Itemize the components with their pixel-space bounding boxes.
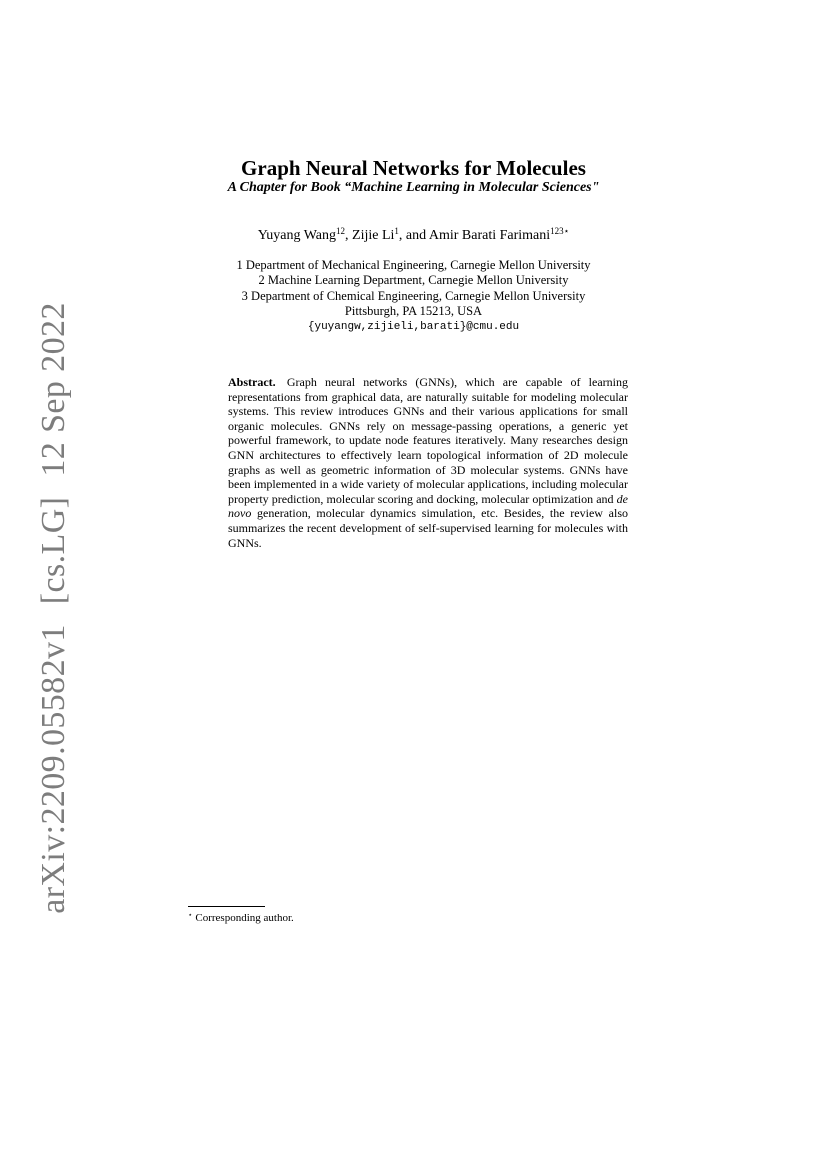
affiliation-line: Pittsburgh, PA 15213, USA <box>344 304 483 319</box>
abstract-italic-term: de novo <box>228 491 628 521</box>
author-name: Amir Barati Farimani <box>428 228 551 243</box>
author-name: Zijie Li <box>352 228 395 243</box>
author-affiliation-mark: 1 <box>394 226 399 236</box>
affiliation-line: 3 Department of Chemical Engineering, Carnegie Mellon University <box>241 288 586 303</box>
author-separator: , and <box>398 228 429 243</box>
affiliation-line: 1 Department of Mechanical Engineering, Carnegie Mellon University <box>236 258 591 272</box>
arxiv-date: 12 Sep 2022 <box>35 302 72 477</box>
arxiv-id: arXiv:2209.05582v1 <box>35 624 72 914</box>
footnote-text: Corresponding author. <box>195 912 294 924</box>
abstract-text: Graph neural networks (GNNs), which are capable of learning representations from graphical data, are naturally suitable for modeling molecular systems. This review introduces GNNs and their various applications for small organic molecules. GNNs rely on message-passing operations, a generic yet powerful framework, to update node features iteratively. Many researches design GNN architectures to effectively learn topological information of 2D molecule graphs as well as geometric information of 3D molecular systems. GNNs have been implemented in a wide variety of molecular applications, including molecular property prediction, molecular scoring and docking, molecular optimization and <box>228 375 628 506</box>
abstract <box>228 375 628 550</box>
author-name: Yuyang Wang <box>257 228 337 243</box>
affiliation-line: 2 Machine Learning Department, Carnegie Mellon University <box>258 273 569 288</box>
author-separator: , <box>345 228 353 243</box>
paper-subtitle: A Chapter for Book “Machine Learning in Molecular Sciences" <box>227 180 600 195</box>
author-line <box>0 228 827 244</box>
arxiv-category: [cs.LG] <box>35 496 72 605</box>
author-affiliation-mark: 123⋆ <box>550 226 570 236</box>
abstract-text-continued: generation, molecular dynamics simulation, etc. Besides, the review also summarizes the recent development of self-supervised learning for molecules with GNNs. <box>228 506 628 550</box>
abstract-label: Abstract. <box>228 375 276 389</box>
footnote-rule <box>188 906 265 907</box>
author-affiliation-mark: 12 <box>336 226 346 236</box>
footnote <box>188 911 294 924</box>
affiliations-block <box>0 258 827 335</box>
author-emails: {yuyangw,zijieli,barati}@cmu.edu <box>307 320 520 333</box>
footnote-mark: ⋆ <box>188 911 193 919</box>
paper-title: Graph Neural Networks for Molecules <box>241 156 586 180</box>
arxiv-identifier-stamp <box>35 292 73 924</box>
